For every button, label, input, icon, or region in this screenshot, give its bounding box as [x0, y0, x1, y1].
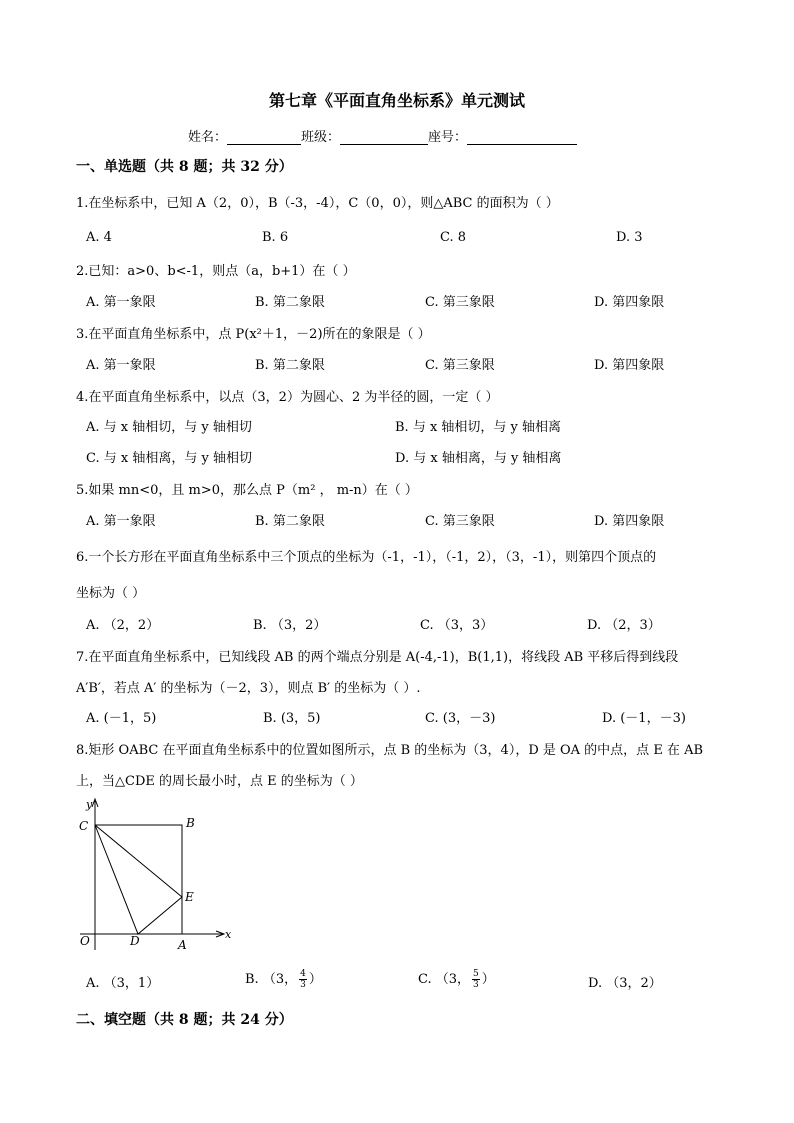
question-3-stem: 3.在平面直角坐标系中，点 P(x²＋1，－2)所在的象限是（ ）: [76, 327, 431, 342]
q6-option-c[interactable]: C. （3，3）: [420, 618, 494, 633]
q8-option-b-suffix: ）: [308, 972, 322, 987]
q3-option-d[interactable]: D. 第四象限: [594, 358, 665, 373]
q8-option-a[interactable]: A. （3，1）: [86, 976, 160, 991]
q8-option-b[interactable]: [245, 968, 322, 990]
label-o: O: [80, 934, 90, 948]
question-1-stem: 1.在坐标系中，已知 A（2，0），B（-3，-4），C（0，0），则△ABC 的面积为（ ）: [76, 196, 559, 211]
label-d: D: [130, 934, 140, 948]
q6-option-a[interactable]: A. （2，2）: [86, 618, 160, 633]
q8-option-d[interactable]: D. （3，2）: [588, 976, 662, 991]
question-7-stem-cont: A′B′，若点 A′ 的坐标为（－2，3），则点 B′ 的坐标为（ ）.: [76, 681, 421, 696]
q7-option-a[interactable]: A. (－1，5): [86, 711, 157, 726]
q1-option-d[interactable]: D. 3: [616, 230, 643, 245]
question-6-stem: 6.一个长方形在平面直角坐标系中三个顶点的坐标为（-1，-1），（-1，2），（3，-1），则第四个顶点的: [76, 550, 657, 565]
class-label: 班级：: [301, 130, 341, 145]
q5-option-c[interactable]: C. 第三象限: [425, 514, 495, 529]
q5-option-a[interactable]: A. 第一象限: [86, 514, 156, 529]
label-c: C: [79, 819, 89, 833]
section-heading-single-choice: 一、单选题（共 8 题；共 32 分）: [76, 159, 293, 175]
q2-option-a[interactable]: A. 第一象限: [86, 295, 156, 310]
label-a: A: [178, 938, 187, 952]
q1-option-a[interactable]: A. 4: [86, 230, 112, 245]
q1-option-b[interactable]: B. 6: [262, 230, 289, 245]
section-heading-fill-in: 二、填空题（共 8 题；共 24 分）: [76, 1012, 293, 1028]
seat-field[interactable]: [467, 130, 577, 145]
label-b: B: [186, 816, 195, 830]
label-x: x: [225, 928, 232, 941]
q8-option-b-prefix: B. （3，: [245, 972, 298, 987]
question-6-stem-cont: 坐标为（ ）: [76, 586, 146, 601]
student-info: [188, 126, 577, 145]
q8-c-denominator: 3: [473, 980, 479, 990]
q4-option-b[interactable]: B. 与 x 轴相切，与 y 轴相离: [395, 420, 562, 435]
seat-label: 座号：: [428, 130, 468, 145]
page-title: 第七章《平面直角坐标系》单元测试: [268, 91, 525, 110]
question-8-stem: 8.矩形 OABC 在平面直角坐标系中的位置如图所示，点 B 的坐标为（3，4），D 是 OA 的中点，点 E 在 AB: [76, 743, 704, 758]
q2-option-d[interactable]: D. 第四象限: [594, 295, 665, 310]
q2-option-b[interactable]: B. 第二象限: [255, 295, 325, 310]
name-label: 姓名：: [188, 130, 228, 145]
q7-option-b[interactable]: B. (3，5): [263, 711, 321, 726]
q4-option-c[interactable]: C. 与 x 轴相离，与 y 轴相切: [86, 451, 252, 466]
label-y: y: [86, 798, 93, 811]
q8-c-numerator: 5: [473, 969, 479, 979]
question-5-stem: 5.如果 mn<0，且 m>0，那么点 P（m² ， m-n）在（ ）: [76, 483, 418, 498]
q4-option-d[interactable]: D. 与 x 轴相离，与 y 轴相离: [395, 451, 562, 466]
question-4-stem: 4.在平面直角坐标系中，以点（3，2）为圆心、2 为半径的圆，一定（ ）: [76, 390, 499, 405]
class-field[interactable]: [340, 130, 428, 145]
q3-option-b[interactable]: B. 第二象限: [255, 358, 325, 373]
q4-option-a[interactable]: A. 与 x 轴相切，与 y 轴相切: [86, 420, 252, 435]
label-e: E: [185, 890, 194, 904]
question-8-stem-cont: 上，当△CDE 的周长最小时，点 E 的坐标为（ ）: [76, 774, 363, 789]
q5-option-d[interactable]: D. 第四象限: [594, 514, 665, 529]
q3-option-c[interactable]: C. 第三象限: [425, 358, 495, 373]
q8-b-denominator: 3: [300, 980, 306, 990]
q6-option-d[interactable]: D. （2，3）: [587, 618, 661, 633]
q2-option-c[interactable]: C. 第三象限: [425, 295, 495, 310]
q8-option-b-fraction: [299, 969, 307, 990]
q7-option-d[interactable]: D. (－1，－3): [602, 711, 686, 726]
q8-b-numerator: 4: [300, 969, 306, 979]
q6-option-b[interactable]: B. （3，2）: [253, 618, 327, 633]
q8-option-c[interactable]: [418, 968, 495, 990]
name-field[interactable]: [227, 130, 301, 145]
q8-option-c-prefix: C. （3，: [418, 972, 471, 987]
q8-option-c-suffix: ）: [481, 972, 495, 987]
triangle-cde: [95, 825, 182, 934]
question-2-stem: 2.已知：a>0、b<-1，则点（a，b+1）在（ ）: [76, 264, 356, 279]
q7-option-c[interactable]: C. (3，－3): [425, 711, 496, 726]
q1-option-c[interactable]: C. 8: [440, 230, 467, 245]
q5-option-b[interactable]: B. 第二象限: [255, 514, 325, 529]
q8-option-c-fraction: [472, 969, 480, 990]
question-7-stem: 7.在平面直角坐标系中，已知线段 AB 的两个端点分别是 A(-4,-1)，B(1,1)，将线段 AB 平移后得到线段: [76, 650, 679, 665]
q3-option-a[interactable]: A. 第一象限: [86, 358, 156, 373]
rectangle-oabc: [95, 825, 182, 934]
rectangle-figure: [72, 795, 242, 955]
